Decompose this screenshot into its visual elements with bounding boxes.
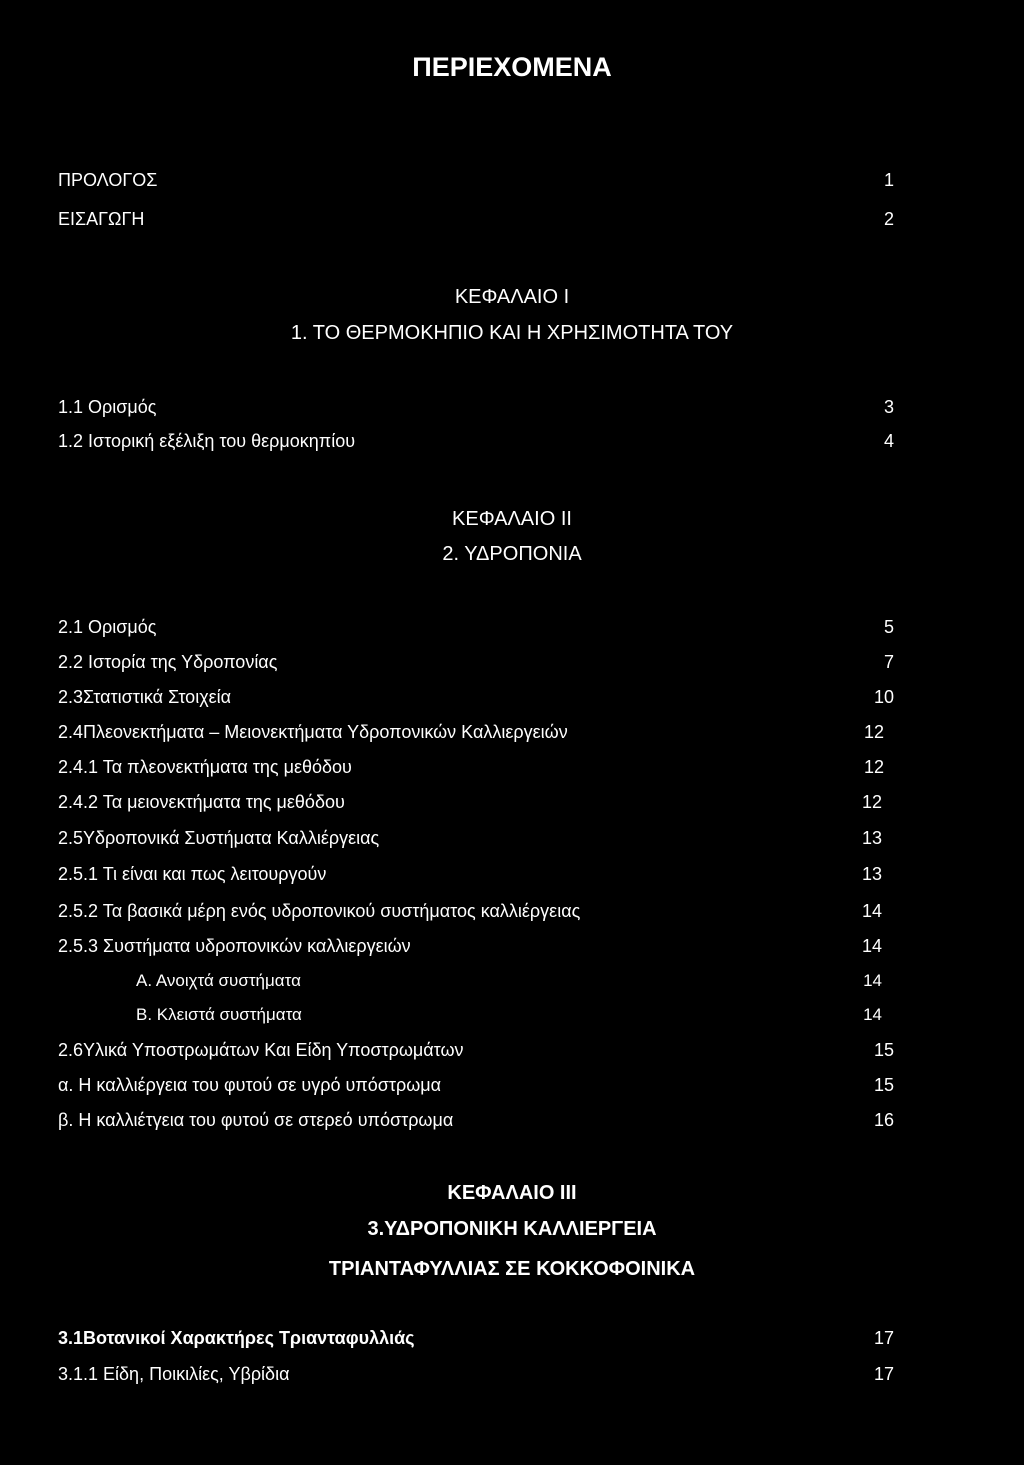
toc-entry [58, 397, 894, 427]
toc-entry [58, 1040, 894, 1070]
toc-entry-prologue [58, 170, 894, 200]
toc-entry-page: 15 [873, 1040, 894, 1060]
toc-entry [58, 936, 894, 966]
toc-entry-page: 14 [861, 936, 882, 956]
toc-entry [58, 1110, 894, 1140]
toc-entry-text: 1.2 Ιστορική εξέλιξη του θερμοκηπίου [58, 431, 356, 451]
toc-entry-text: 2.4Πλεονεκτήματα – Μειονεκτήματα Υδροπονικών Καλλιεργειών [58, 722, 568, 742]
chapter3-title-line1: 3.ΥΔΡΟΠΟΝΙΚΗ ΚΑΛΛΙΕΡΓΕΙΑ [367, 1218, 657, 1240]
toc-entry [58, 1005, 894, 1035]
toc-entry-page: 13 [861, 828, 882, 848]
toc-entry-page: 12 [863, 757, 884, 777]
toc-entry-page: 1 [883, 170, 894, 190]
toc-entry [58, 757, 894, 787]
chapter3-title-line2: ΤΡΙΑΝΤΑΦΥΛΛΙΑΣ ΣΕ ΚΟΚΚΟΦΟΙΝΙΚΑ [328, 1258, 696, 1280]
toc-entry-text: α. Η καλλιέργεια του φυτού σε υγρό υπόστρωμα [58, 1075, 442, 1095]
toc-entry-text: Α. Ανοιχτά συστήματα [136, 971, 301, 990]
toc-entry-text: 2.5.2 Τα βασικά μέρη ενός υδροπονικού συστήματος καλλιέργειας [58, 901, 581, 921]
toc-entry-text: 2.4.1 Τα πλεονεκτήματα της μεθόδου [58, 757, 352, 777]
toc-entry-page: 16 [873, 1110, 894, 1130]
toc-entry-page: 12 [861, 792, 882, 812]
page-title: ΠΕΡΙΕΧΟΜΕΝΑ [412, 52, 612, 82]
toc-entry-page: 14 [863, 1005, 882, 1024]
toc-entry-text: ΠΡΟΛΟΓΟΣ [58, 170, 158, 190]
toc-entry [58, 792, 894, 822]
toc-entry [58, 1328, 894, 1358]
toc-entry-text: 2.5.3 Συστήματα υδροπονικών καλλιεργειών [58, 936, 411, 956]
chapter1-title: 1. ΤΟ ΘΕΡΜΟΚΗΠΙΟ ΚΑΙ Η ΧΡΗΣΙΜΟΤΗΤΑ ΤΟΥ [290, 322, 734, 344]
toc-entry-text: β. Η καλλιέτγεια του φυτού σε στερεό υπόστρωμα [58, 1110, 454, 1130]
toc-entry-text: 2.5.1 Τι είναι και πως λειτουργούν [58, 864, 327, 884]
toc-entry-text: 3.1.1 Είδη, Ποικιλίες, Υβρίδια [58, 1364, 290, 1384]
chapter2-title: 2. ΥΔΡΟΠΟΝΙΑ [442, 543, 582, 565]
toc-entry-page: 10 [873, 687, 894, 707]
toc-entry-text: 2.4.2 Τα μειονεκτήματα της μεθόδου [58, 792, 345, 812]
toc-entry-page: 3 [883, 397, 894, 417]
chapter1-label: ΚΕΦΑΛΑΙΟ I [454, 286, 570, 308]
toc-entry-page: 17 [873, 1364, 894, 1384]
toc-entry-text: 2.5Υδροπονικά Συστήματα Καλλιέργειας [58, 828, 380, 848]
toc-entry-page: 15 [873, 1075, 894, 1095]
toc-entry [58, 722, 894, 752]
toc-entry [58, 617, 894, 647]
toc-entry-text: 2.1 Ορισμός [58, 617, 157, 637]
toc-entry-page: 5 [883, 617, 894, 637]
toc-entry-text: Β. Κλειστά συστήματα [136, 1005, 302, 1024]
toc-entry [58, 687, 894, 717]
chapter2-label: ΚΕΦΑΛΑΙΟ II [452, 508, 572, 530]
toc-entry-page: 13 [861, 864, 882, 884]
toc-entry-text: 2.2 Ιστορία της Υδροπονίας [58, 652, 278, 672]
toc-entry-page: 14 [863, 971, 882, 990]
toc-entry [58, 828, 894, 858]
toc-entry-page: 17 [873, 1328, 894, 1348]
toc-entry [58, 1075, 894, 1105]
toc-entry [58, 1364, 894, 1394]
toc-entry-page: 7 [883, 652, 894, 672]
toc-entry-introduction [58, 209, 894, 239]
toc-entry-page: 2 [883, 209, 894, 229]
toc-entry-page: 4 [883, 431, 894, 451]
toc-entry [58, 652, 894, 682]
toc-entry [58, 864, 894, 894]
toc-entry [58, 901, 894, 931]
toc-entry-text: ΕΙΣΑΓΩΓΗ [58, 209, 145, 229]
toc-entry-page: 14 [861, 901, 882, 921]
toc-entry-text: 1.1 Ορισμός [58, 397, 157, 417]
toc-entry [58, 431, 894, 461]
toc-entry [58, 971, 894, 1001]
toc-entry-page: 12 [863, 722, 884, 742]
toc-entry-text: 2.6Υλικά Υποστρωμάτων Και Είδη Υποστρωμάτων [58, 1040, 464, 1060]
chapter3-label: ΚΕΦΑΛΑΙΟ III [447, 1182, 577, 1204]
toc-entry-text: 3.1Βοτανικοί Χαρακτήρες Τριανταφυλλιάς [58, 1328, 415, 1348]
toc-entry-text: 2.3Στατιστικά Στοιχεία [58, 687, 232, 707]
